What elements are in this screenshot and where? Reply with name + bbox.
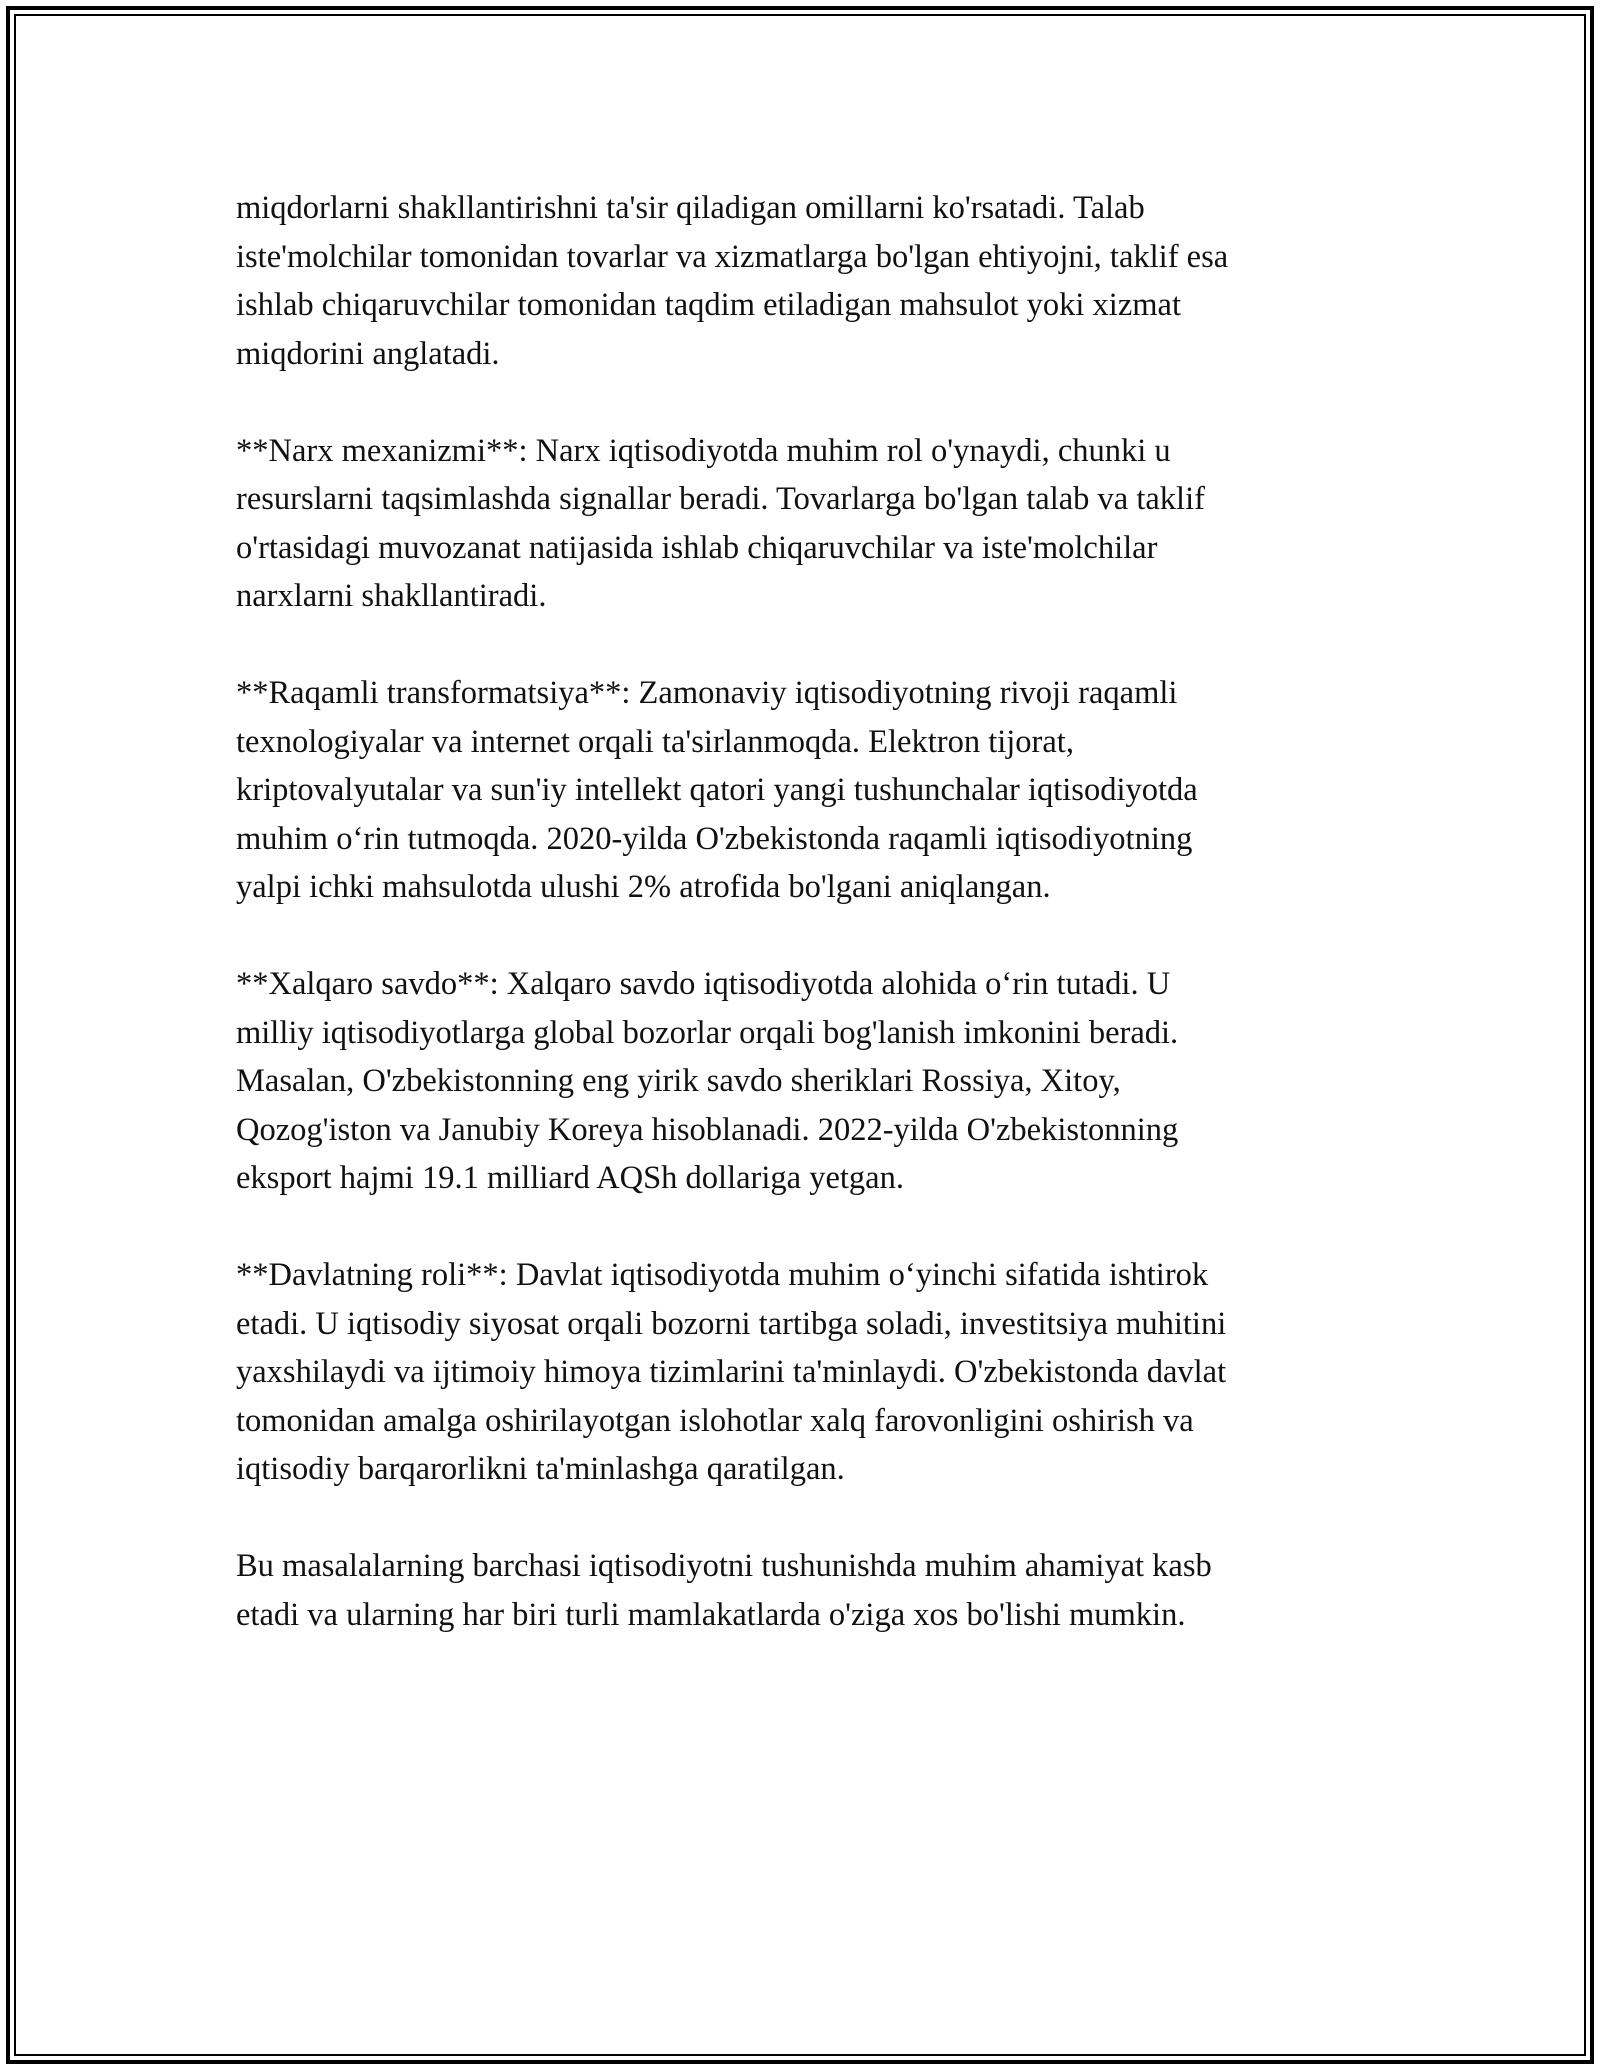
paragraph-price-mechanism: **Narx mexanizmi**: Narx iqtisodiyotda muhim rol o'ynaydi, chunki u resurslarni taqsimlashda signallar beradi. Tovarlarga bo'lgan talab va taklif o'rtasidagi muvozanat natijasida ishlab chiqaruvchilar va iste'molchilar narxlarni shakllantiradi.	[236, 432, 1205, 614]
paragraph-role-of-state: **Davlatning roli**: Davlat iqtisodiyotda muhim o‘yinchi sifatida ishtirok etadi. U iqtisodiy siyosat orqali bozorni tartibga soladi, investitsiya muhitini yaxshilaydi va ijtimoiy himoya tizimlarini ta'minlaydi. O'zbekistonda davlat tomonidan amalga oshirilayotgan islohotlar xalq farovonligini oshirish va iqtisodiy barqarorlikni ta'minlashga qaratilgan.	[236, 1257, 1227, 1487]
paragraph-conclusion: Bu masalalarning barchasi iqtisodiyotni tushunishda muhim ahamiyat kasb etadi va ularning har biri turli mamlakatlarda o'ziga xos bo'lishi mumkin.	[236, 1548, 1212, 1633]
paragraph-demand-supply: miqdorlarni shakllantirishni ta'sir qiladigan omillarni ko'rsatadi. Talab iste'molchilar tomonidan tovarlar va xizmatlarga bo'lgan ehtiyojni, taklif esa ishlab chiqaruvchilar tomonidan taqdim etiladigan mahsulot yoki xizmat miqdorini anglatadi.	[236, 190, 1229, 372]
document-body	[236, 184, 1366, 1639]
paragraph-digital-transformation: **Raqamli transformatsiya**: Zamonaviy iqtisodiyotning rivoji raqamli texnologiyalar va internet orqali ta'sirlanmoqda. Elektron tijorat, kriptovalyutalar va sun'iy intellekt qatori yangi tushunchalar iqtisodiyotda muhim o‘rin tutmoqda. 2020-yilda O'zbekistonda raqamli iqtisodiyotning yalpi ichki mahsulotda ulushi 2% atrofida bo'lgani aniqlangan.	[236, 675, 1198, 905]
paragraph-international-trade: **Xalqaro savdo**: Xalqaro savdo iqtisodiyotda alohida o‘rin tutadi. U milliy iqtisodiyotlarga global bozorlar orqali bog'lanish imkonini beradi. Masalan, O'zbekistonning eng yirik savdo sheriklari Rossiya, Xitoy, Qozog'iston va Janubiy Koreya hisoblanadi. 2022-yilda O'zbekistonning eksport hajmi 19.1 milliard AQSh dollariga yetgan.	[236, 966, 1179, 1196]
